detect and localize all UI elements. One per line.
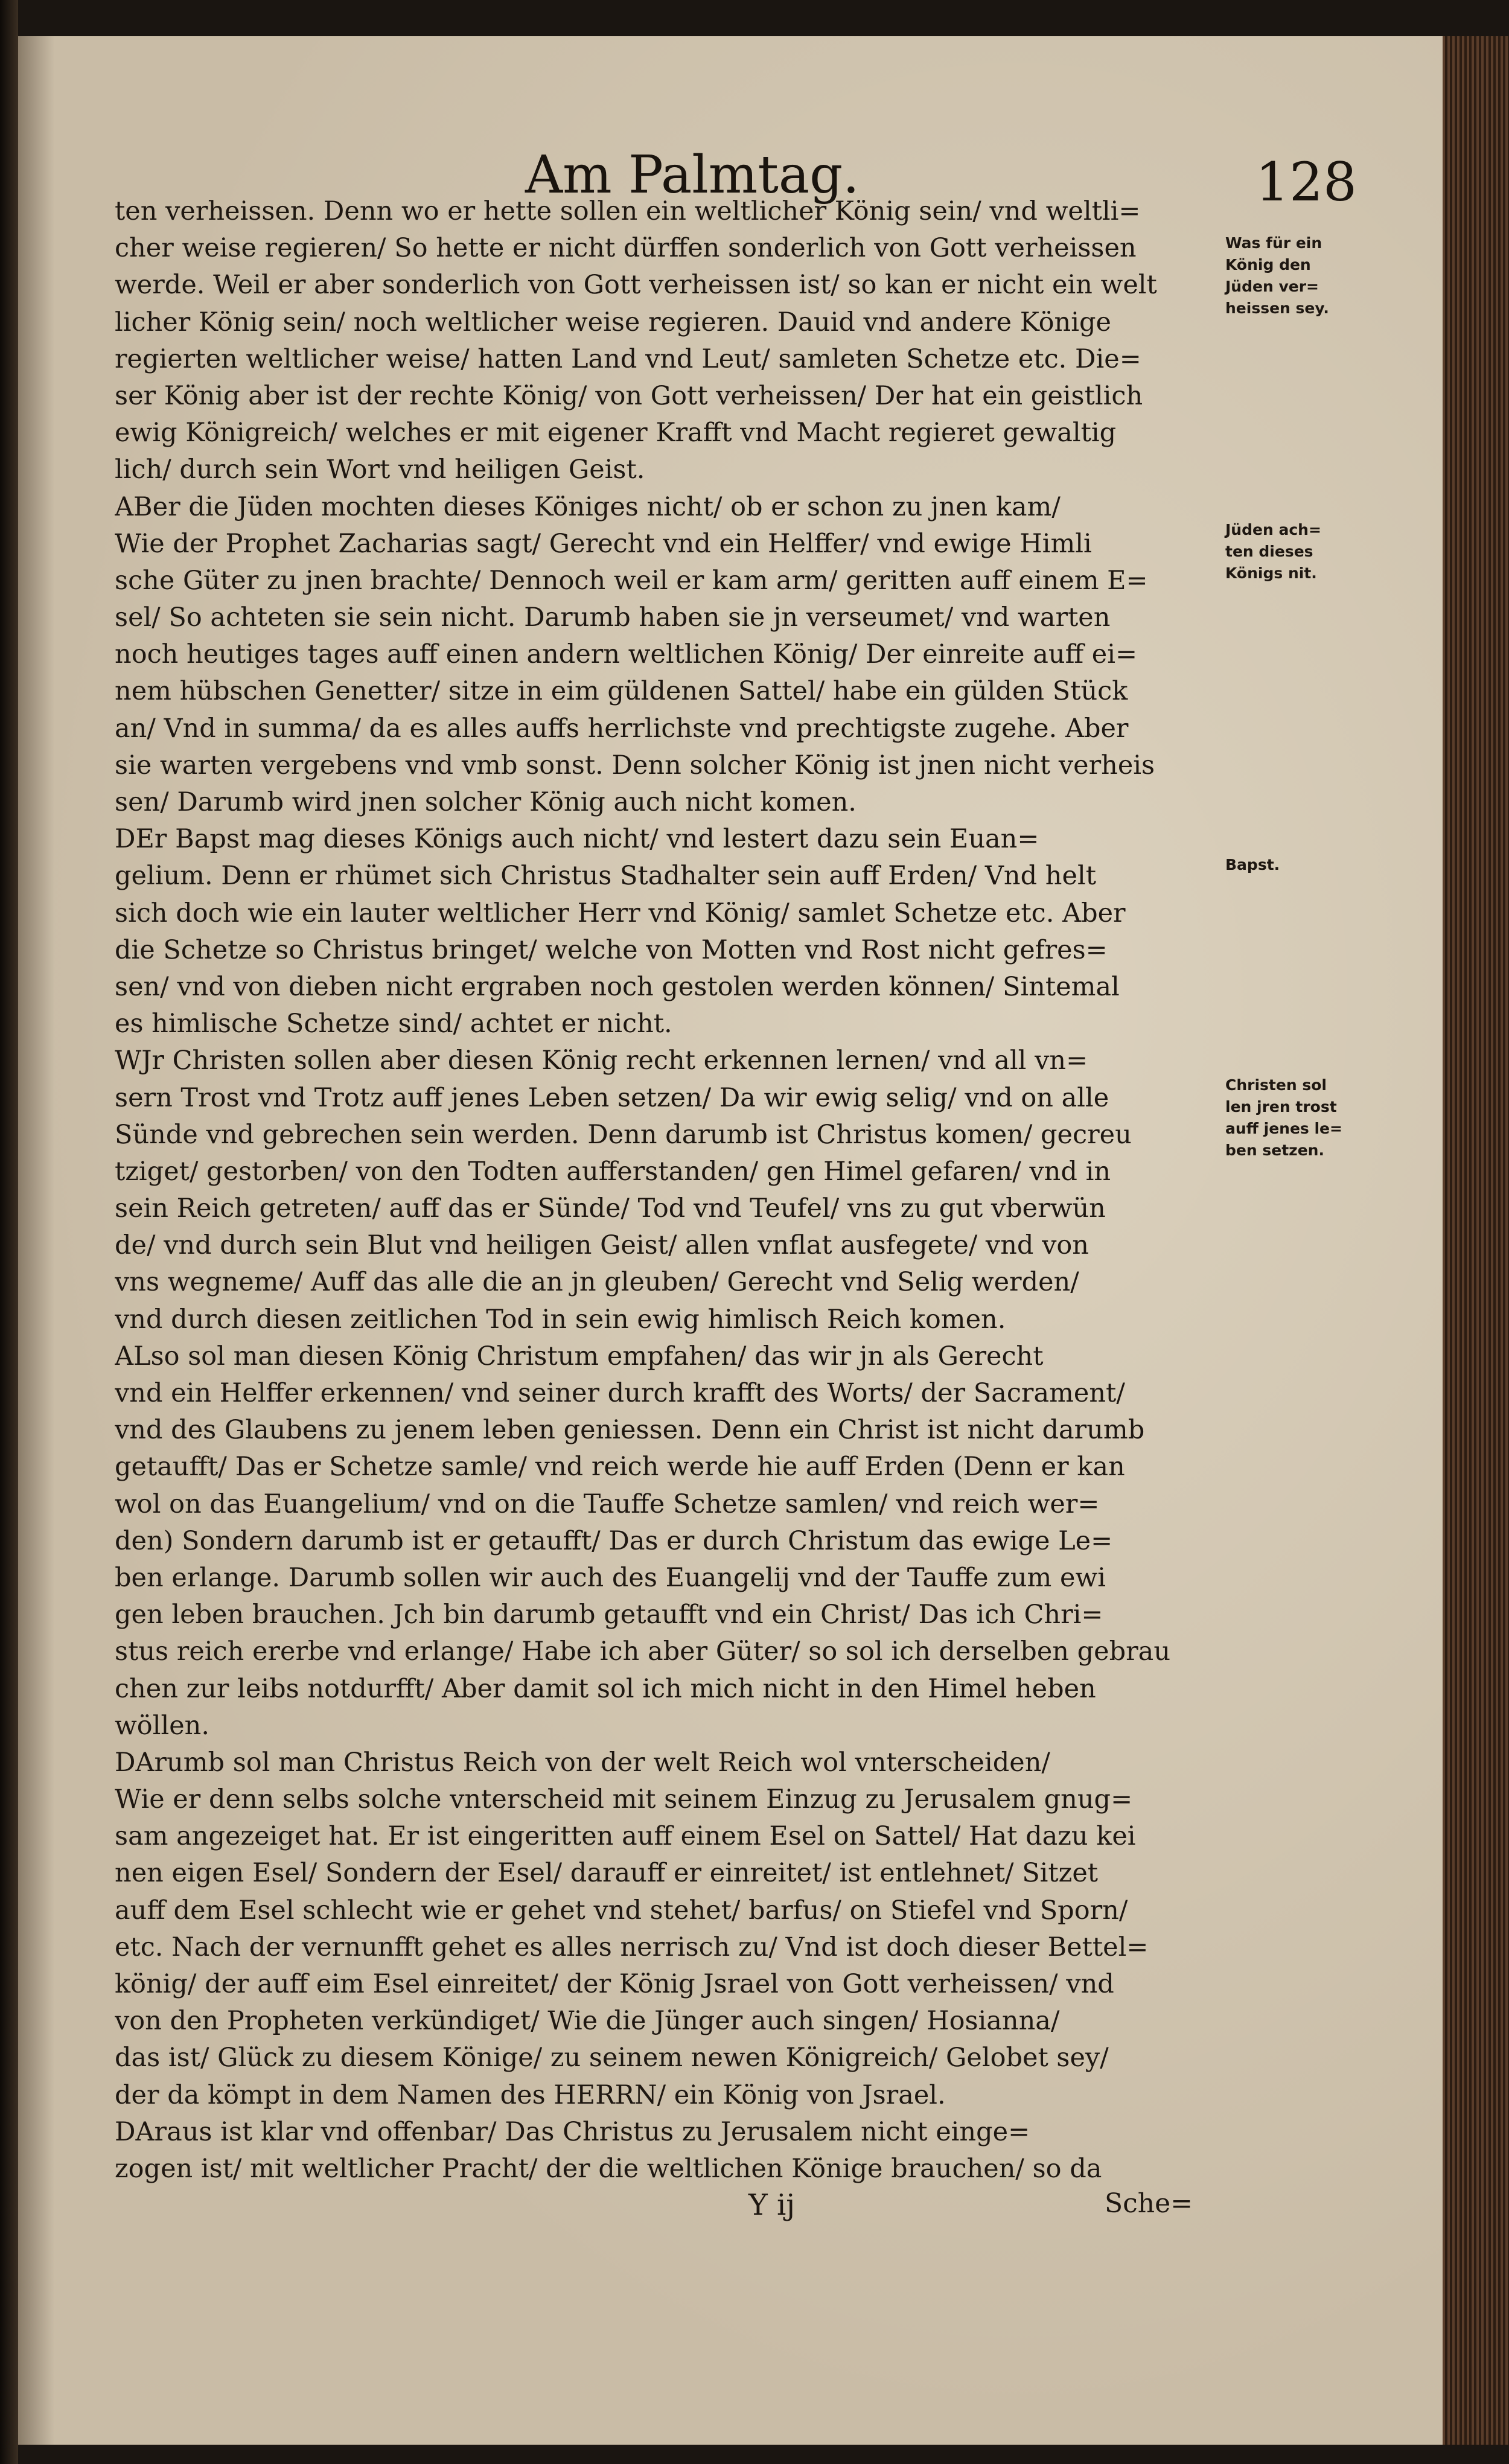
text-line: sen/ vnd von dieben nicht ergraben noch gestolen werden können/ Sintemal bbox=[115, 971, 1120, 1002]
text-line: ewig Königreich/ welches er mit eigener Krafft vnd Macht regieret gewaltig bbox=[115, 418, 1117, 448]
book-binding-edge bbox=[0, 0, 18, 2464]
text-line: vnd durch diesen zeitlichen Tod in sein ewig himlisch Reich komen. bbox=[115, 1304, 1006, 1335]
text-line: vns wegneme/ Auff das alle die an jn gleuben/ Gerecht vnd Selig werden/ bbox=[115, 1267, 1079, 1298]
text-line: sen/ Darumb wird jnen solcher König auch nicht komen. bbox=[115, 787, 857, 817]
marginal-note-line: Bapst. bbox=[1225, 856, 1280, 873]
text-line: das ist/ Glück zu diesem Könige/ zu seinem newen Königreich/ Gelobet sey/ bbox=[115, 2043, 1109, 2073]
text-line: auff dem Esel schlecht wie er gehet vnd stehet/ barfus/ on Stiefel vnd Sporn/ bbox=[115, 1895, 1128, 1926]
marginal-note-line: Jüden ver= bbox=[1225, 278, 1319, 295]
marginal-note bbox=[1225, 854, 1358, 876]
text-line: ABer die Jüden mochten dieses Königes nicht/ ob er schon zu jnen kam/ bbox=[115, 491, 1061, 522]
marginal-note-line: auff jenes le= bbox=[1225, 1120, 1342, 1137]
text-line: sel/ So achteten sie sein nicht. Darumb haben sie jn verseumet/ vnd warten bbox=[115, 602, 1111, 633]
text-line: sich doch wie ein lauter weltlicher Herr vnd König/ samlet Schetze etc. Aber bbox=[115, 898, 1126, 928]
text-line: DEr Bapst mag dieses Königs auch nicht/ vnd lestert dazu sein Euan= bbox=[115, 824, 1039, 855]
text-line: vnd des Glaubens zu jenem leben geniessen. Denn ein Christ ist nicht darumb bbox=[115, 1415, 1145, 1446]
marginal-note-line: heissen sey. bbox=[1225, 299, 1329, 317]
text-line: zogen ist/ mit weltlicher Pracht/ der die weltlichen Könige brauchen/ so da bbox=[115, 2153, 1102, 2184]
text-line: sche Güter zu jnen brachte/ Dennoch weil er kam arm/ geritten auff einem E= bbox=[115, 565, 1148, 596]
text-line: sern Trost vnd Trotz auff jenes Leben setzen/ Da wir ewig selig/ vnd on alle bbox=[115, 1082, 1109, 1113]
page-number: 128 bbox=[1255, 151, 1357, 213]
text-line: etc. Nach der vernunfft gehet es alles nerrisch zu/ Vnd ist doch dieser Bettel= bbox=[115, 1932, 1149, 1962]
text-line: gelium. Denn er rhümet sich Christus Stadhalter sein auff Erden/ Vnd helt bbox=[115, 861, 1096, 892]
text-line: gen leben brauchen. Jch bin darumb getaufft vnd ein Christ/ Das ich Chri= bbox=[115, 1600, 1103, 1630]
text-line: ser König aber ist der rechte König/ von Gott verheissen/ Der hat ein geistlich bbox=[115, 380, 1143, 411]
page-edges bbox=[1443, 36, 1509, 2445]
signature-mark: Y ij bbox=[748, 2188, 796, 2222]
text-line: de/ vnd durch sein Blut vnd heiligen Geist/ allen vnflat ausfegete/ vnd von bbox=[115, 1230, 1089, 1261]
text-line: sie warten vergebens vnd vmb sonst. Denn solcher König ist jnen nicht verheis bbox=[115, 750, 1155, 780]
text-line: den) Sondern darumb ist er getaufft/ Das er durch Christum das ewige Le= bbox=[115, 1525, 1113, 1556]
marginal-note bbox=[1225, 232, 1358, 319]
text-line: DAraus ist klar vnd offenbar/ Das Christus zu Jerusalem nicht einge= bbox=[115, 2116, 1030, 2147]
marginal-note-line: ten dieses bbox=[1225, 543, 1313, 560]
text-line: von den Propheten verkündiget/ Wie die Jünger auch singen/ Hosianna/ bbox=[115, 2006, 1060, 2037]
text-line: sam angezeiget hat. Er ist eingeritten auff einem Esel on Sattel/ Hat dazu kei bbox=[115, 1821, 1136, 1852]
text-line: tziget/ gestorben/ von den Todten aufferstanden/ gen Himel gefaren/ vnd in bbox=[115, 1156, 1111, 1187]
marginal-note bbox=[1225, 1074, 1358, 1161]
text-line: der da kömpt in dem Namen des HERRN/ ein König von Jsrael. bbox=[115, 2079, 946, 2110]
text-line: licher König sein/ noch weltlicher weise regieren. Dauid vnd andere Könige bbox=[115, 307, 1111, 337]
text-line: an/ Vnd in summa/ da es alles auffs herrlichste vnd prechtigste zugehe. Aber bbox=[115, 713, 1129, 744]
text-line: nen eigen Esel/ Sondern der Esel/ darauff er einreitet/ ist entlehnet/ Sitzet bbox=[115, 1858, 1099, 1889]
marginal-note-line: Christen sol bbox=[1225, 1076, 1327, 1094]
marginal-note bbox=[1225, 519, 1358, 584]
text-line: ALso sol man diesen König Christum empfahen/ das wir jn als Gerecht bbox=[115, 1341, 1044, 1371]
marginal-note-line: Jüden ach= bbox=[1225, 521, 1321, 538]
marginal-note-line: Königs nit. bbox=[1225, 564, 1317, 582]
text-line: wol on das Euangelium/ vnd on die Tauffe Schetze samlen/ vnd reich wer= bbox=[115, 1489, 1100, 1519]
text-line: regierten weltlicher weise/ hatten Land vnd Leut/ samleten Schetze etc. Die= bbox=[115, 343, 1141, 374]
text-line: ben erlange. Darumb sollen wir auch des Euangelij vnd der Tauffe zum ewi bbox=[115, 1562, 1106, 1593]
catchword: Sche= bbox=[1105, 2188, 1193, 2219]
text-line: getaufft/ Das er Schetze samle/ vnd reich werde hie auff Erden (Denn er kan bbox=[115, 1452, 1125, 1483]
text-line: die Schetze so Christus bringet/ welche von Motten vnd Rost nicht gefres= bbox=[115, 934, 1108, 965]
text-line: ten verheissen. Denn wo er hette sollen ein weltlicher König sein/ vnd weltli= bbox=[115, 196, 1141, 226]
text-line: WJr Christen sollen aber diesen König recht erkennen lernen/ vnd all vn= bbox=[115, 1045, 1088, 1076]
text-line: DArumb sol man Christus Reich von der welt Reich wol vnterscheiden/ bbox=[115, 1747, 1050, 1778]
marginal-note-line: ben setzen. bbox=[1225, 1141, 1324, 1159]
text-line: chen zur leibs notdurfft/ Aber damit sol ich mich nicht in den Himel heben bbox=[115, 1673, 1096, 1704]
body-text bbox=[115, 193, 1213, 2188]
text-line: noch heutiges tages auff einen andern weltlichen König/ Der einreite auff ei= bbox=[115, 639, 1138, 670]
text-line: werde. Weil er aber sonderlich von Gott verheissen ist/ so kan er nicht ein welt bbox=[115, 270, 1157, 301]
text-line: vnd ein Helffer erkennen/ vnd seiner durch krafft des Worts/ der Sacrament/ bbox=[115, 1378, 1125, 1408]
text-line: Wie der Prophet Zacharias sagt/ Gerecht vnd ein Helffer/ vnd ewige Himli bbox=[115, 528, 1092, 559]
text-line: es himlische Schetze sind/ achtet er nicht. bbox=[115, 1009, 672, 1039]
text-line: lich/ durch sein Wort vnd heiligen Geist. bbox=[115, 455, 645, 485]
marginal-note-line: len jren trost bbox=[1225, 1098, 1337, 1116]
text-line: wöllen. bbox=[115, 1710, 210, 1741]
text-line: stus reich ererbe vnd erlange/ Habe ich aber Güter/ so sol ich derselben gebrau bbox=[115, 1636, 1171, 1667]
text-line: cher weise regieren/ So hette er nicht dürffen sonderlich von Gott verheissen bbox=[115, 233, 1137, 264]
text-line: Sünde vnd gebrechen sein werden. Denn darumb ist Christus komen/ gecreu bbox=[115, 1119, 1132, 1150]
text-line: nem hübschen Genetter/ sitze in eim güldenen Sattel/ habe ein gülden Stück bbox=[115, 676, 1128, 707]
marginal-note-line: Was für ein bbox=[1225, 234, 1322, 252]
running-title: Am Palmtag. bbox=[525, 145, 860, 205]
text-line: könig/ der auff eim Esel einreitet/ der König Jsrael von Gott verheissen/ vnd bbox=[115, 1969, 1114, 1999]
marginal-note-line: König den bbox=[1225, 256, 1311, 273]
text-line: sein Reich getreten/ auff das er Sünde/ Tod vnd Teufel/ vns zu gut vberwün bbox=[115, 1193, 1106, 1224]
text-line: Wie er denn selbs solche vnterscheid mit seinem Einzug zu Jerusalem gnug= bbox=[115, 1784, 1133, 1815]
